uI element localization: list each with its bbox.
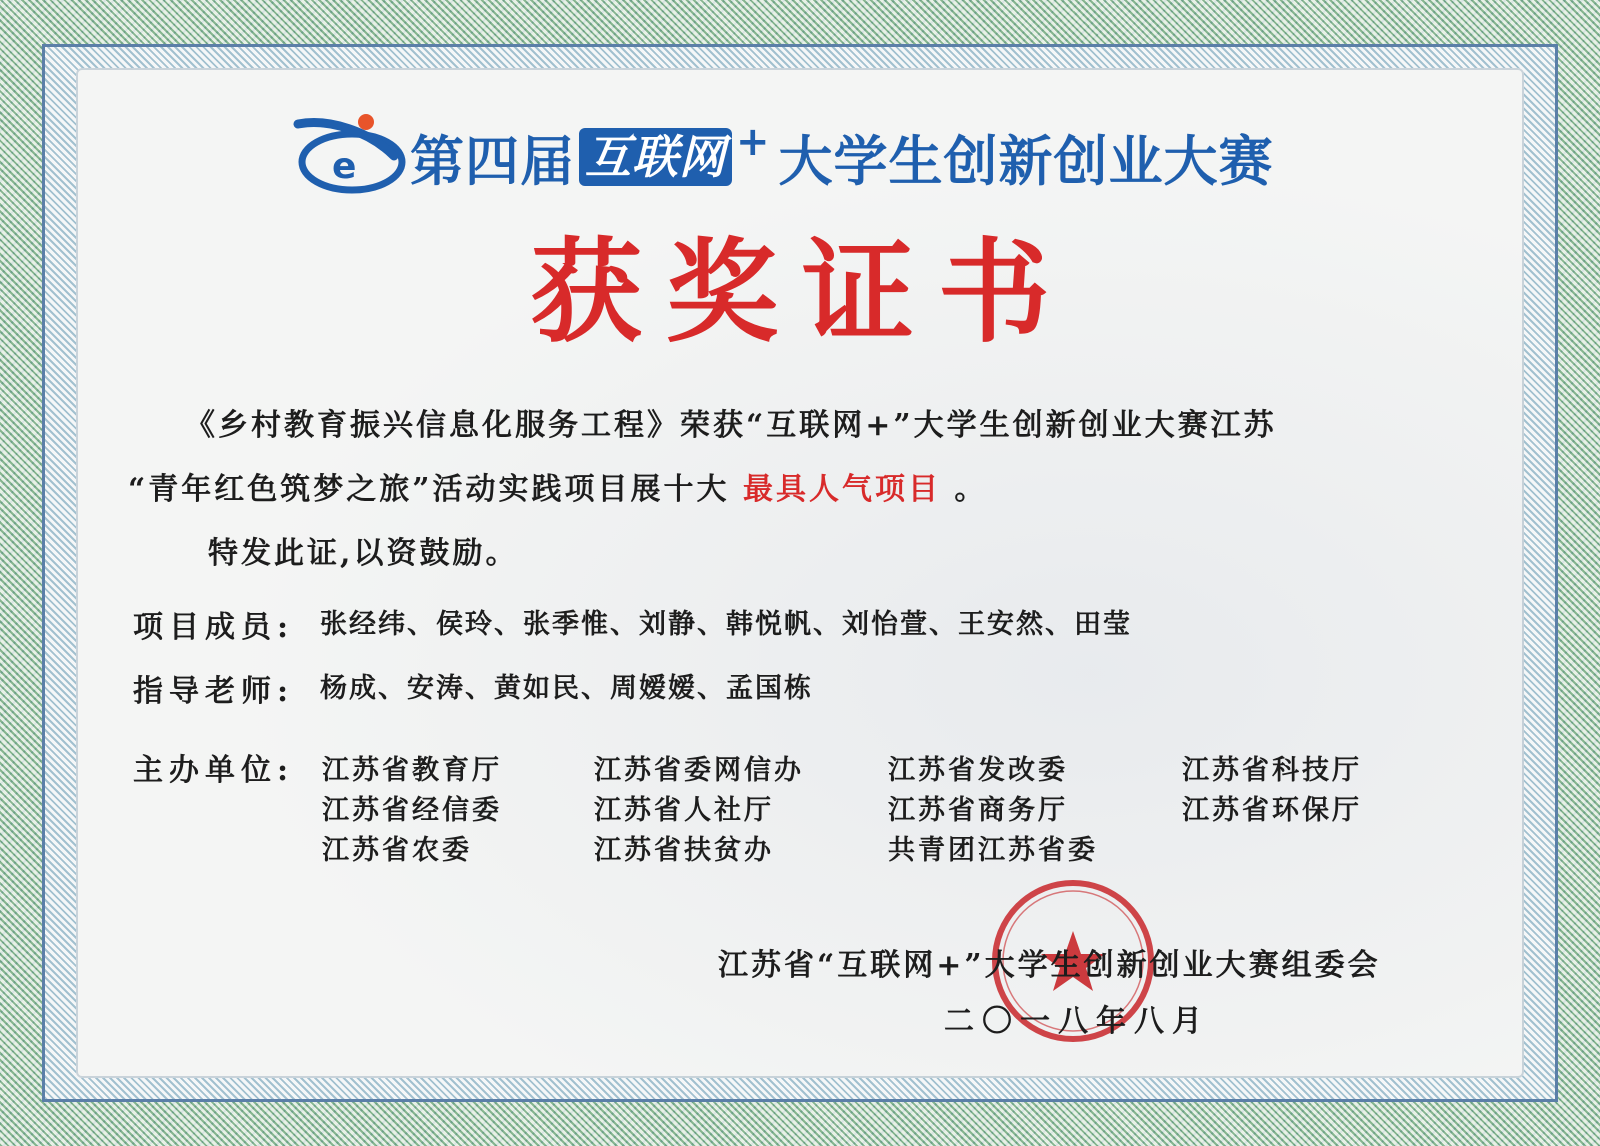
award-statement-suffix: 。: [940, 472, 988, 507]
organizer-item: 江苏省发改委: [888, 755, 1068, 786]
organizers-label: 主办单位:: [133, 753, 295, 788]
header-suffix: 大学生创新创业大赛: [778, 129, 1274, 193]
members-value: 张经纬、侯玲、张季惟、刘静、韩悦帆、刘怡萱、王安然、田莹: [320, 609, 1132, 640]
award-statement-line2: [128, 464, 987, 508]
competition-logo-icon: [290, 112, 410, 198]
organizer-item: 江苏省扶贫办: [594, 835, 774, 866]
organizer-item: 江苏省人社厅: [594, 795, 774, 826]
advisors-label: 指导老师:: [133, 674, 295, 709]
header-plus: +: [736, 119, 771, 165]
competition-name: [410, 119, 1274, 193]
issue-date: 二〇一八年八月: [944, 1004, 1210, 1039]
organizer-item: 江苏省教育厅: [322, 755, 502, 786]
issuing-committee: 江苏省“互联网+”大学生创新创业大赛组委会: [718, 948, 1381, 983]
organizer-item: 江苏省农委: [322, 835, 472, 866]
organizer-item: 江苏省商务厅: [888, 795, 1068, 826]
award-statement-line1: 《乡村教育振兴信息化服务工程》荣获“互联网+”大学生创新创业大赛江苏: [185, 408, 1277, 443]
svg-text:e: e: [332, 146, 357, 187]
certificate-paper: [76, 68, 1524, 1078]
header-brand: 互联网: [579, 128, 732, 186]
competition-header: [290, 112, 1350, 202]
certificate-title: 获奖证书: [530, 227, 1074, 358]
encouragement-line: 特发此证,以资鼓励。: [208, 536, 519, 571]
advisors-value: 杨成、安涛、黄如民、周嫒嫒、孟国栋: [320, 673, 813, 704]
organizer-item: 江苏省委网信办: [594, 755, 804, 786]
header-prefix: 第四届: [410, 129, 575, 193]
members-label: 项目成员:: [133, 610, 295, 645]
organizer-item: 江苏省科技厅: [1182, 755, 1362, 786]
organizer-item: 江苏省经信委: [322, 795, 502, 826]
award-statement-prefix: “青年红色筑梦之旅”活动实践项目展十大: [128, 472, 743, 507]
award-category: 最具人气项目: [742, 472, 941, 507]
organizer-item: 江苏省环保厅: [1182, 795, 1362, 826]
organizer-item: 共青团江苏省委: [888, 835, 1098, 866]
